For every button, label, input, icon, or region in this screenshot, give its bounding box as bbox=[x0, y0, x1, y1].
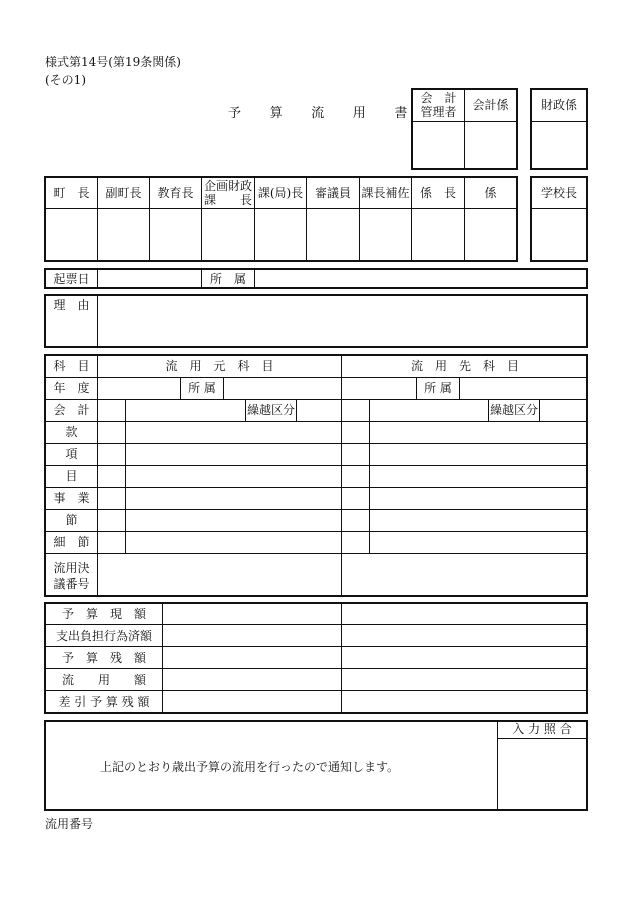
kan-label: 款 bbox=[65, 425, 78, 439]
clerk-stamp[interactable] bbox=[465, 210, 516, 260]
clerk-label: 係 bbox=[484, 186, 497, 200]
subsection-chief-stamp[interactable] bbox=[412, 210, 464, 260]
superintendent-stamp[interactable] bbox=[150, 210, 201, 260]
source-subject-heading: 流 用 元 科 目 bbox=[165, 359, 274, 373]
finance-clerk-stamp[interactable] bbox=[532, 123, 586, 168]
destination-amount-fields[interactable] bbox=[342, 604, 586, 712]
school-principal-stamp[interactable] bbox=[532, 210, 586, 260]
destination-department-field[interactable] bbox=[460, 378, 586, 399]
planning-finance-label-1: 企画財政 bbox=[203, 179, 252, 193]
project-label: 事 業 bbox=[53, 491, 90, 505]
net-budget-remaining-label: 差 引 予 算 残 額 bbox=[58, 695, 150, 709]
accounting-manager-stamp[interactable] bbox=[413, 123, 464, 168]
accounting-manager-label-1: 会 計 bbox=[420, 91, 457, 105]
section-chief-stamp[interactable] bbox=[255, 210, 306, 260]
department-field[interactable] bbox=[255, 270, 586, 287]
account-label: 会 計 bbox=[53, 403, 90, 417]
accounting-clerk-label: 会計係 bbox=[472, 98, 509, 112]
finance-clerk-label: 財政係 bbox=[540, 98, 577, 112]
input-check-stamp[interactable] bbox=[498, 740, 586, 809]
expenditure-committed-label: 支出負担行為済額 bbox=[55, 629, 152, 643]
input-check-label: 入 力 照 合 bbox=[512, 722, 572, 736]
section-chief-label: 課(局)長 bbox=[257, 186, 304, 200]
reason-field[interactable] bbox=[98, 296, 586, 346]
budget-current-label: 予 算 現 額 bbox=[61, 607, 146, 621]
moku-label: 目 bbox=[65, 469, 78, 483]
accounting-clerk-stamp[interactable] bbox=[465, 123, 516, 168]
destination-decision-no-field[interactable] bbox=[342, 554, 586, 595]
setsu-label: 節 bbox=[65, 513, 78, 527]
mayor-label: 町 長 bbox=[53, 186, 90, 200]
destination-subject-heading: 流 用 先 科 目 bbox=[410, 359, 519, 373]
fiscal-year-label: 年 度 bbox=[53, 381, 90, 395]
subsection-chief-label: 係 長 bbox=[419, 186, 456, 200]
form-part: (その1) bbox=[45, 73, 86, 87]
page-title: 予 算 流 用 書 bbox=[228, 106, 416, 121]
source-department-label: 所 属 bbox=[188, 381, 216, 395]
transfer-amount-label: 流 用 額 bbox=[61, 673, 146, 687]
destination-carryover-field[interactable] bbox=[540, 400, 586, 421]
source-account-field[interactable] bbox=[126, 400, 245, 421]
school-principal-label: 学校長 bbox=[540, 186, 577, 200]
assistant-chief-label: 課長補佐 bbox=[361, 186, 410, 200]
superintendent-label: 教育長 bbox=[157, 186, 194, 200]
subject-label: 科 目 bbox=[53, 359, 90, 373]
destination-department-label: 所 属 bbox=[424, 381, 452, 395]
destination-year-field[interactable] bbox=[342, 378, 416, 399]
planning-finance-stamp[interactable] bbox=[202, 210, 254, 260]
kou-label: 項 bbox=[65, 447, 78, 461]
councilor-label: 審議員 bbox=[314, 186, 351, 200]
councilor-stamp[interactable] bbox=[307, 210, 359, 260]
source-year-field[interactable] bbox=[98, 378, 180, 399]
source-decision-no-field[interactable] bbox=[98, 554, 341, 595]
draft-date-label: 起票日 bbox=[53, 272, 90, 286]
draft-date-field[interactable] bbox=[98, 270, 201, 287]
source-department-field[interactable] bbox=[224, 378, 341, 399]
sub-setsu-label: 細 節 bbox=[53, 535, 90, 549]
budget-remaining-label: 予 算 残 額 bbox=[61, 651, 146, 665]
deputy-mayor-stamp[interactable] bbox=[98, 210, 149, 260]
planning-finance-label-2: 課 長 bbox=[203, 193, 252, 207]
department-label: 所 属 bbox=[209, 272, 246, 286]
assistant-chief-stamp[interactable] bbox=[360, 210, 411, 260]
accounting-manager-label-2: 管理者 bbox=[420, 105, 457, 119]
destination-account-field[interactable] bbox=[370, 400, 488, 421]
mayor-stamp[interactable] bbox=[46, 210, 97, 260]
source-subject-fields[interactable] bbox=[126, 422, 341, 553]
source-carryover-label: 繰越区分 bbox=[246, 403, 295, 417]
destination-subject-fields[interactable] bbox=[370, 422, 586, 553]
transfer-number-label: 流用番号 bbox=[45, 817, 94, 831]
reason-label: 理 由 bbox=[53, 298, 90, 312]
source-amount-fields[interactable] bbox=[163, 604, 341, 712]
form-number: 様式第14号(第19条関係) bbox=[45, 55, 181, 69]
notice-text: 上記のとおり歳出予算の流用を行ったので通知します。 bbox=[100, 760, 400, 774]
destination-carryover-label: 繰越区分 bbox=[489, 403, 538, 417]
source-carryover-field[interactable] bbox=[297, 400, 341, 421]
decision-no-label-1: 流用決 bbox=[53, 561, 90, 575]
decision-no-label-2: 議番号 bbox=[53, 577, 90, 591]
deputy-mayor-label: 副町長 bbox=[105, 186, 142, 200]
